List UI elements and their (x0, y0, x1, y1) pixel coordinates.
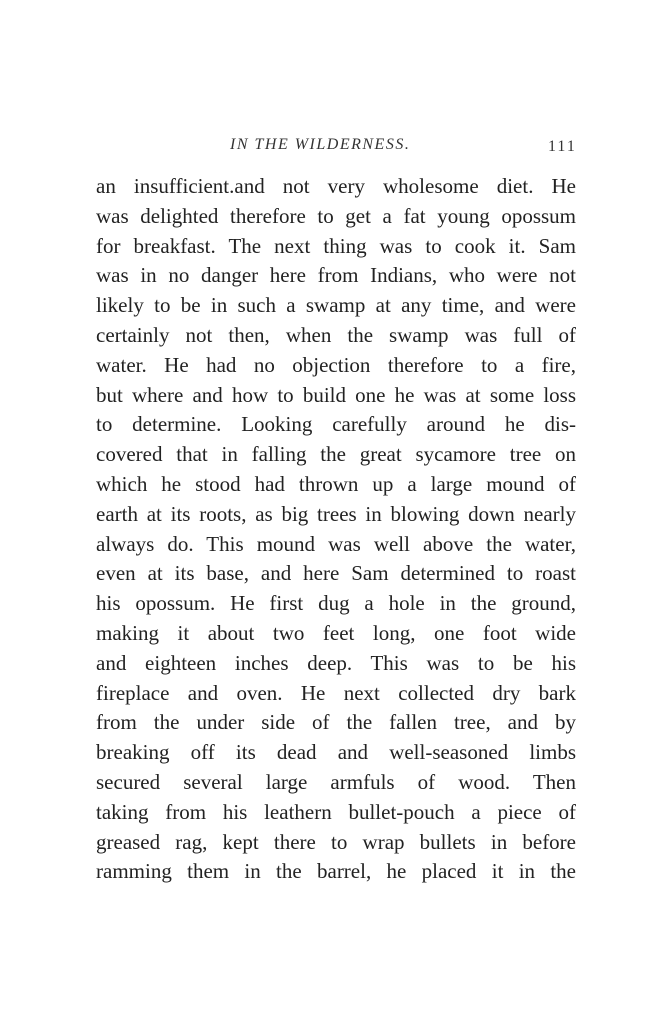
text-line: for breakfast. The next thing was to cook it. Sam (96, 233, 576, 258)
text-line: from the under side of the fallen tree, and by (96, 710, 576, 735)
page-number: 111 (548, 138, 577, 155)
text-line: an insufficient.and not very wholesome diet. He (96, 174, 576, 198)
text-line: covered that in falling the great sycamore tree on (96, 442, 576, 467)
text-line: was in no danger here from Indians, who were not (96, 263, 576, 288)
text-line: but where and how to build one he was at some loss (96, 382, 576, 407)
text-line: greased rag, kept there to wrap bullets in before (96, 829, 576, 854)
text-line: always do. This mound was well above the water, (96, 531, 576, 556)
text-line: water. He had no objection therefore to a fire, (96, 352, 576, 377)
text-line: which he stood had thrown up a large mound of (96, 471, 576, 496)
text-line: was delighted therefore to get a fat young opossum (96, 203, 576, 228)
text-line: to determine. Looking carefully around he dis- (96, 412, 576, 437)
text-line: breaking off its dead and well-seasoned limbs (96, 740, 576, 765)
running-title: IN THE WILDERNESS. (230, 136, 411, 153)
text-line: making it about two feet long, one foot wide (96, 620, 576, 645)
text-line: fireplace and oven. He next collected dry bark (96, 680, 576, 705)
text-line: earth at its roots, as big trees in blowing down nearly (96, 501, 576, 526)
text-line: certainly not then, when the swamp was full of (96, 322, 576, 347)
text-line: ramming them in the barrel, he placed it in the (96, 859, 576, 884)
body-text (96, 172, 576, 887)
text-line: his opossum. He first dug a hole in the ground, (96, 591, 576, 616)
running-head (0, 136, 664, 162)
text-line: even at its base, and here Sam determined to roast (96, 561, 576, 586)
text-line: secured several large armfuls of wood. Then (96, 769, 576, 794)
text-line: and eighteen inches deep. This was to be his (96, 650, 576, 675)
text-line: taking from his leathern bullet-pouch a piece of (96, 799, 576, 824)
text-line: likely to be in such a swamp at any time, and were (96, 293, 576, 318)
